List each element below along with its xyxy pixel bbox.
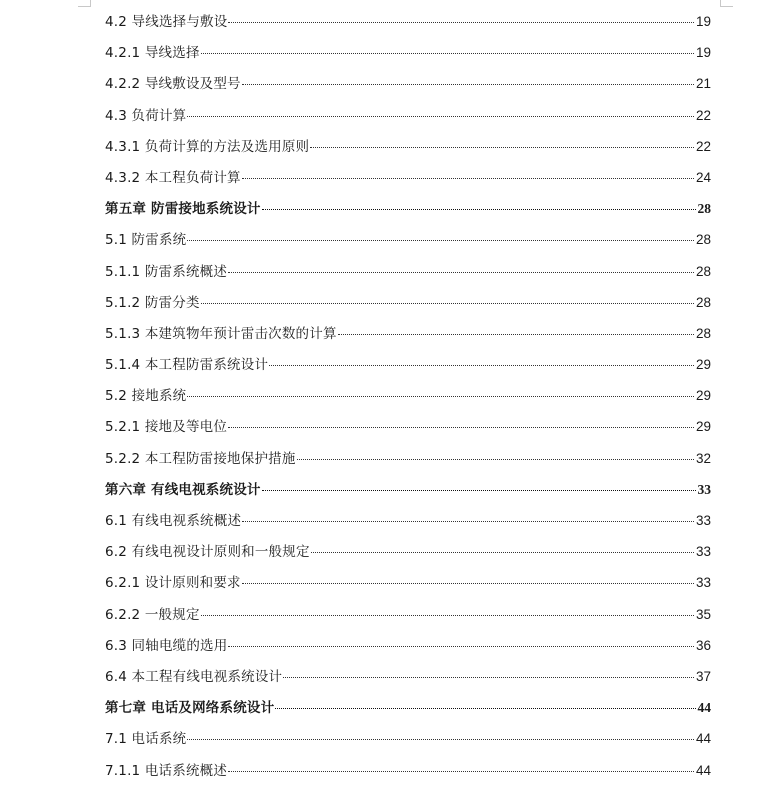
- toc-entry[interactable]: [105, 37, 711, 68]
- toc-page-number: 28: [695, 325, 711, 341]
- toc-dot-leader: [242, 83, 694, 85]
- toc-entry-title: 5.1 防雷系统: [105, 232, 187, 249]
- toc-entry-title: 第六章 有线电视系统设计: [105, 481, 261, 498]
- toc-entry[interactable]: [105, 411, 711, 442]
- toc-entry[interactable]: [105, 505, 711, 536]
- toc-page-number: 28: [695, 232, 711, 248]
- toc-entry[interactable]: [105, 256, 711, 287]
- toc-page-number: 28: [697, 201, 711, 217]
- toc-entry-title: 4.3 负荷计算: [105, 107, 187, 124]
- toc-entry[interactable]: [105, 599, 711, 630]
- toc-page-number: 44: [695, 762, 711, 778]
- toc-entry-title: 4.2.1 导线选择: [105, 45, 200, 62]
- toc-dot-leader: [228, 426, 694, 428]
- toc-entry-title: 5.1.2 防雷分类: [105, 294, 200, 311]
- toc-page-number: 22: [695, 107, 711, 123]
- toc-entry-title: 5.1.4 本工程防雷系统设计: [105, 357, 269, 374]
- toc-entry-title: 6.2 有线电视设计原则和一般规定: [105, 544, 310, 561]
- toc-entry-title: 4.3.1 负荷计算的方法及选用原则: [105, 138, 310, 155]
- toc-page-number: 33: [695, 513, 711, 528]
- toc-page-number: 22: [695, 138, 711, 154]
- toc-entry-title: 第七章 电话及网络系统设计: [105, 700, 275, 717]
- toc-entry[interactable]: [105, 131, 711, 162]
- toc-page-number: 29: [695, 388, 711, 404]
- toc-page-number: 32: [695, 450, 711, 466]
- toc-dot-leader: [228, 645, 694, 647]
- toc-chapter-entry[interactable]: [105, 193, 711, 224]
- toc-entry-title: 第五章 防雷接地系统设计: [105, 201, 261, 218]
- toc-entry-title: 4.2 导线选择与敷设: [105, 14, 228, 30]
- toc-entry-title: 7.1 电话系统: [105, 731, 187, 748]
- toc-entry-title: 6.2.2 一般规定: [105, 606, 200, 623]
- toc-dot-leader: [201, 614, 694, 616]
- toc-dot-leader: [310, 146, 694, 148]
- toc-dot-leader: [187, 738, 694, 740]
- toc-entry-title: 5.1.3 本建筑物年预计雷击次数的计算: [105, 325, 337, 342]
- toc-dot-leader: [187, 239, 694, 241]
- toc-dot-leader: [187, 395, 694, 397]
- toc-entry-title: 6.4 本工程有线电视系统设计: [105, 668, 283, 685]
- toc-page-number: 35: [695, 606, 711, 622]
- toc-dot-leader: [228, 21, 694, 23]
- toc-entry-title: 6.2.1 设计原则和要求: [105, 575, 241, 592]
- toc-dot-leader: [201, 302, 694, 304]
- toc-dot-leader: [269, 364, 694, 366]
- toc-page-number: 33: [695, 544, 711, 560]
- toc-entry[interactable]: [105, 567, 711, 598]
- toc-entry-title: 5.2 接地系统: [105, 388, 187, 405]
- toc-page-number: 44: [695, 731, 711, 747]
- toc-chapter-entry[interactable]: [105, 474, 711, 505]
- toc-entry[interactable]: [105, 100, 711, 131]
- toc-entry-title: 5.2.2 本工程防雷接地保护措施: [105, 450, 296, 467]
- toc-dot-leader: [201, 52, 694, 54]
- toc-page-number: 28: [695, 263, 711, 279]
- toc-entry-title: 4.2.2 导线敷设及型号: [105, 76, 241, 93]
- toc-dot-leader: [242, 520, 694, 522]
- toc-page-number: 33: [695, 575, 711, 591]
- toc-entry[interactable]: [105, 443, 711, 474]
- toc-entry-title: 7.1.1 电话系统概述: [105, 762, 228, 779]
- toc-entry[interactable]: [105, 536, 711, 567]
- toc-page-number: 37: [695, 668, 711, 684]
- toc-dot-leader: [242, 582, 694, 584]
- toc-entry-title: 5.1.1 防雷系统概述: [105, 263, 228, 280]
- toc-page-number: 29: [695, 357, 711, 373]
- toc-dot-leader: [338, 333, 694, 335]
- toc-entry[interactable]: [105, 6, 711, 37]
- toc-dot-leader: [262, 208, 696, 210]
- toc-entry[interactable]: [105, 68, 711, 99]
- toc-entry[interactable]: [105, 380, 711, 411]
- toc-page-number: 28: [695, 294, 711, 310]
- toc-dot-leader: [283, 676, 694, 678]
- toc-entry[interactable]: [105, 318, 711, 349]
- toc-entry-title: 6.3 同轴电缆的选用: [105, 637, 228, 654]
- toc-entry[interactable]: [105, 287, 711, 318]
- table-of-contents: [105, 6, 711, 786]
- toc-page-number: 44: [697, 700, 711, 716]
- toc-page-number: 19: [695, 14, 711, 29]
- toc-entry[interactable]: [105, 723, 711, 754]
- toc-dot-leader: [297, 458, 694, 460]
- toc-entry-title: 5.2.1 接地及等电位: [105, 419, 228, 436]
- toc-entry[interactable]: [105, 755, 711, 786]
- toc-page-number: 19: [695, 45, 711, 61]
- toc-entry[interactable]: [105, 661, 711, 692]
- toc-dot-leader: [242, 177, 694, 179]
- toc-entry[interactable]: [105, 162, 711, 193]
- toc-entry[interactable]: [105, 630, 711, 661]
- page-margin-corner-right: [720, 0, 733, 7]
- toc-dot-leader: [187, 115, 694, 117]
- toc-page-number: 29: [695, 419, 711, 435]
- toc-dot-leader: [262, 489, 696, 491]
- toc-entry[interactable]: [105, 349, 711, 380]
- toc-entry-title: 4.3.2 本工程负荷计算: [105, 169, 241, 186]
- toc-entry-title: 6.1 有线电视系统概述: [105, 513, 242, 529]
- toc-dot-leader: [275, 707, 695, 709]
- toc-page-number: 36: [695, 637, 711, 653]
- toc-dot-leader: [228, 770, 694, 772]
- toc-dot-leader: [311, 551, 694, 553]
- toc-page-number: 33: [697, 481, 711, 497]
- toc-entry[interactable]: [105, 224, 711, 255]
- toc-dot-leader: [228, 271, 694, 273]
- toc-chapter-entry[interactable]: [105, 692, 711, 723]
- toc-page-number: 21: [695, 76, 711, 92]
- page-margin-corner-left: [78, 0, 91, 7]
- toc-page-number: 24: [695, 169, 711, 185]
